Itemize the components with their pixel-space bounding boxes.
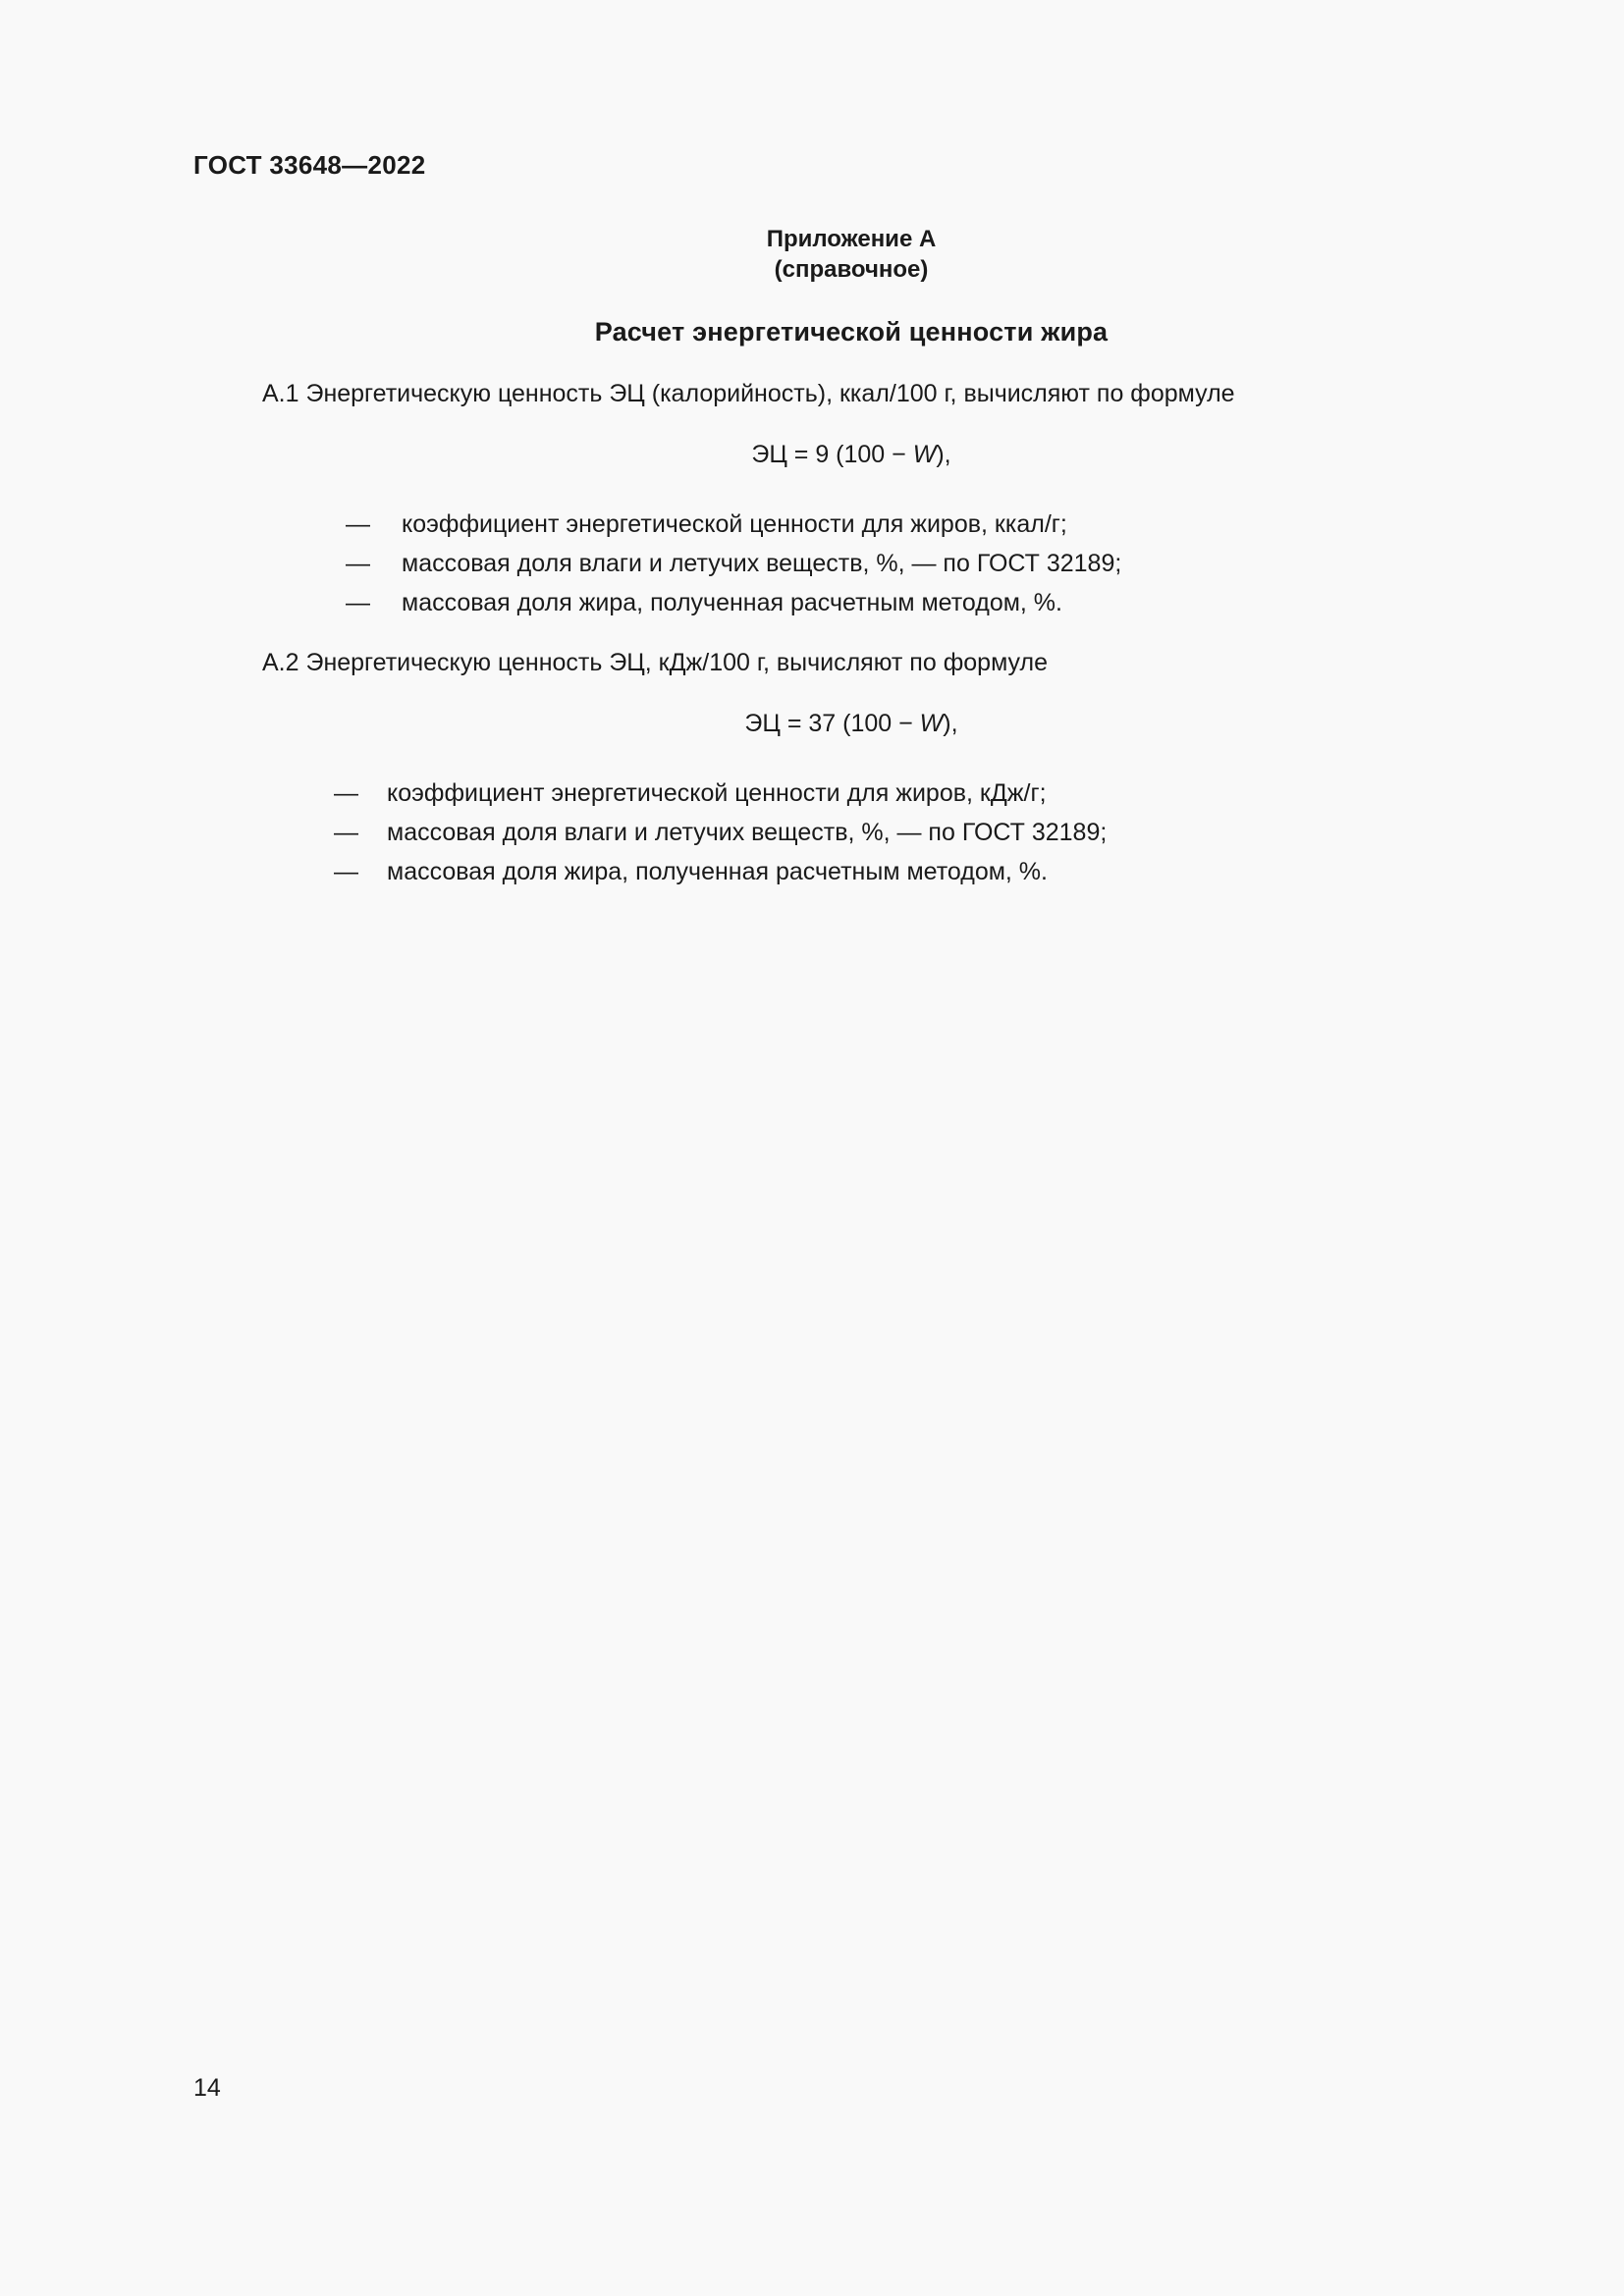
clause-a2-text: А.2 Энергетическую ценность ЭЦ, кДж/100 г, вычисляют по формуле <box>262 649 1048 676</box>
document-code: ГОСТ 33648—2022 <box>193 150 426 180</box>
definition-dash: — <box>346 589 370 616</box>
definition-description: коэффициент энергетической ценности для жиров, кДж/г; <box>387 779 1047 807</box>
definition-dash: — <box>334 819 358 846</box>
appendix-subtitle: (справочное) <box>774 256 929 283</box>
definition-dash: — <box>346 510 370 538</box>
definition-description: массовая доля жира, полученная расчетным методом, %. <box>402 589 1062 616</box>
formula-a2 <box>0 710 1624 738</box>
definition-dash: — <box>346 550 370 577</box>
formula-a1-variable: W <box>912 441 937 468</box>
definition-dash: — <box>334 858 358 885</box>
definition-description: массовая доля жира, полученная расчетным методом, %. <box>387 858 1048 885</box>
formula-a2-suffix: ), <box>943 710 958 737</box>
definition-dash: — <box>334 779 358 807</box>
definition-description: коэффициент энергетической ценности для жиров, ккал/г; <box>402 510 1067 538</box>
section-title: Расчет энергетической ценности жира <box>594 317 1109 347</box>
formula-a2-prefix: ЭЦ = 37 (100 − <box>744 710 920 737</box>
formula-a2-variable: W <box>919 710 944 737</box>
formula-a1-suffix: ), <box>936 441 951 468</box>
formula-a1-prefix: ЭЦ = 9 (100 − <box>751 441 913 468</box>
appendix-title: Приложение А <box>766 226 937 252</box>
definition-description: массовая доля влаги и летучих веществ, %, — по ГОСТ 32189; <box>387 819 1108 846</box>
definition-description: массовая доля влаги и летучих веществ, %, — по ГОСТ 32189; <box>402 550 1122 577</box>
page-number: 14 <box>193 2074 221 2102</box>
formula-a1 <box>0 441 1624 469</box>
clause-a1-text: А.1 Энергетическую ценность ЭЦ (калорийность), ккал/100 г, вычисляют по формуле <box>262 380 1235 407</box>
